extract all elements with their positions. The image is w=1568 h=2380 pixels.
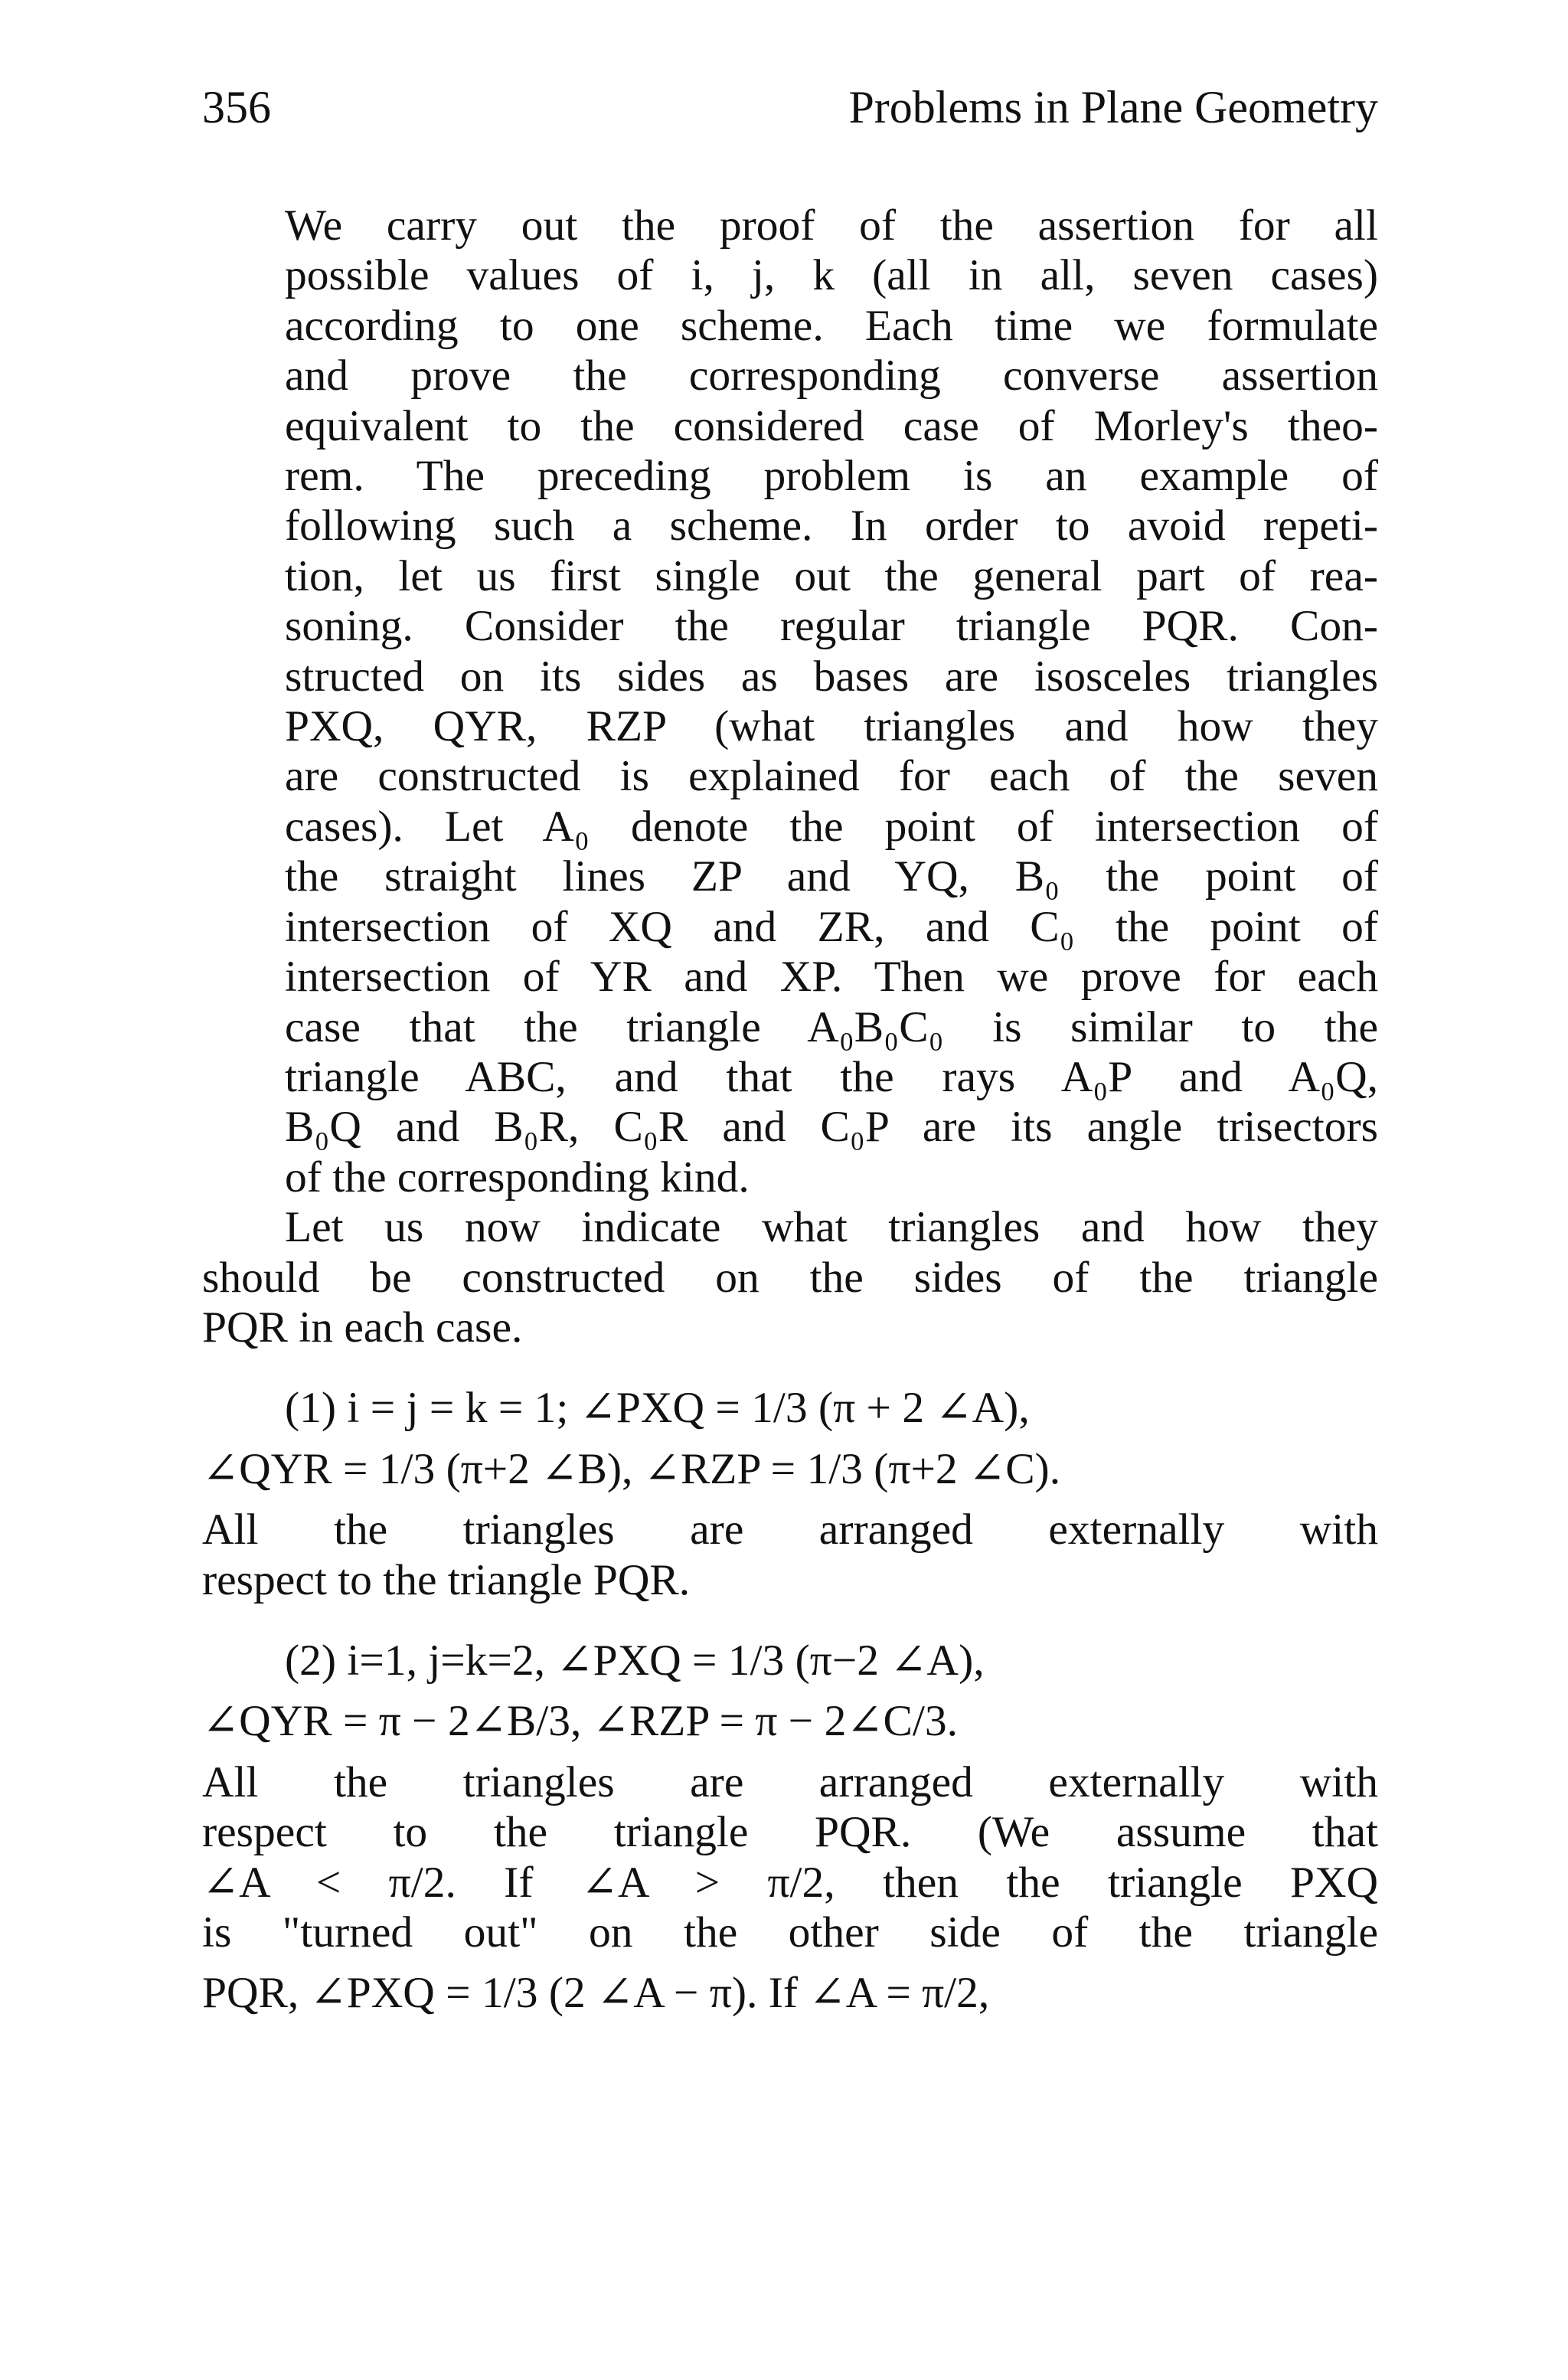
paragraph-proof-scheme: [202, 201, 1378, 1202]
running-header: [202, 77, 1378, 138]
text-line: intersection of YR and XP. Then we prove for each: [285, 953, 1378, 1002]
case-2-text: [202, 1757, 1378, 1958]
text-line: rem. The preceding problem is an example of: [285, 452, 1378, 501]
page-body: [202, 201, 1378, 2029]
text-line: ∠A < π/2. If ∠A > π/2, then the triangle PXQ: [202, 1858, 1378, 1907]
paragraph-cases-intro: [202, 1202, 1378, 1352]
page-number: 356: [202, 82, 271, 132]
case-1-equation-continued: ∠QYR = 1/3 (π+2 ∠B), ∠RZP = 1/3 (π+2 ∠C).: [202, 1444, 1061, 1493]
text-line: possible values of i, j, k (all in all, seven cases): [285, 251, 1378, 300]
text-line: of the corresponding kind.: [285, 1152, 750, 1201]
text-line: B₀Q and B₀R, C₀R and C₀P are its angle trisectors: [285, 1103, 1378, 1152]
text-line: PXQ, QYR, RZP (what triangles and how they: [285, 702, 1378, 751]
text-line: the straight lines ZP and YQ, B₀ the point of: [285, 852, 1378, 901]
text-line: case that the triangle A₀B₀C₀ is similar to the: [285, 1002, 1378, 1051]
text-line: is "turned out" on the other side of the triangle: [202, 1908, 1378, 1957]
case-2-equation-continued: ∠QYR = π − 2∠B/3, ∠RZP = π − 2∠C/3.: [202, 1697, 958, 1746]
text-line: PQR in each case.: [202, 1303, 523, 1352]
text-line: are constructed is explained for each of the seven: [285, 752, 1378, 801]
text-line: We carry out the proof of the assertion for all: [285, 201, 1378, 250]
text-line: triangle ABC, and that the rays A₀P and A₀Q,: [285, 1052, 1378, 1101]
case-1-equation: (1) i = j = k = 1; ∠PXQ = 1/3 (π + 2 ∠A),: [285, 1384, 1030, 1433]
text-line: tion, let us first single out the general part of rea-: [285, 551, 1378, 600]
text-line: soning. Consider the regular triangle PQR. Con-: [285, 602, 1378, 651]
text-line: should be constructed on the sides of the triangle: [202, 1253, 1378, 1302]
text-line: intersection of XQ and ZR, and C₀ the point of: [285, 902, 1378, 951]
text-line: according to one scheme. Each time we formulate: [285, 301, 1378, 350]
text-line: All the triangles are arranged externally with: [202, 1505, 1378, 1555]
text-line: and prove the corresponding converse assertion: [285, 351, 1378, 400]
text-line: structed on its sides as bases are isosceles triangles: [285, 652, 1378, 701]
case-2-equation: (2) i=1, j=k=2, ∠PXQ = 1/3 (π−2 ∠A),: [285, 1636, 985, 1685]
text-line: Let us now indicate what triangles and how they: [285, 1203, 1378, 1252]
text-line: following such a scheme. In order to avoid repeti-: [285, 502, 1378, 551]
text-line: respect to the triangle PQR. (We assume that: [202, 1808, 1378, 1857]
text-line: respect to the triangle PQR.: [202, 1555, 691, 1604]
text-line: All the triangles are arranged externally with: [202, 1757, 1378, 1806]
running-title: Problems in Plane Geometry: [848, 82, 1378, 132]
text-line: cases). Let A₀ denote the point of intersection of: [285, 802, 1378, 851]
text-line: equivalent to the considered case of Morley's theo-: [285, 401, 1378, 450]
case-1-text: [202, 1505, 1378, 1605]
case-2-equation-obtuse: PQR, ∠PXQ = 1/3 (2 ∠A − π). If ∠A = π/2,: [202, 1969, 990, 2018]
